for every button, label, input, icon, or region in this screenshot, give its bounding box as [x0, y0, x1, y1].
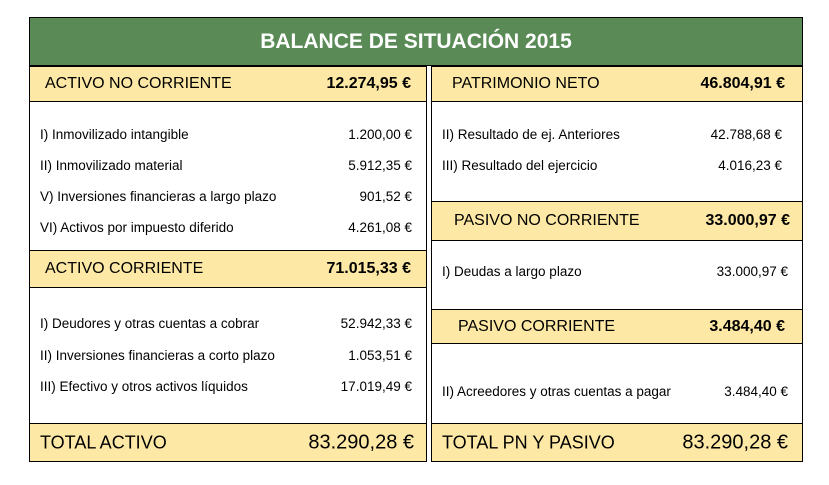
page-title: BALANCE DE SITUACIÓN 2015 — [29, 17, 803, 66]
row-label: III) Resultado del ejercicio — [442, 158, 598, 173]
section-total: 33.000,97 € — [705, 212, 790, 229]
total-activo-row — [30, 423, 426, 461]
total-label: TOTAL PN Y PASIVO — [442, 432, 615, 452]
row-label: III) Efectivo y otros activos líquidos — [40, 379, 248, 394]
pasivo-corriente-header — [432, 309, 802, 344]
row-label: II) Inversiones financieras a corto plazo — [40, 348, 275, 363]
row-label: II) Acreedores y otras cuentas a pagar — [442, 384, 671, 399]
row-value: 1.200,00 € — [348, 127, 412, 142]
row-value: 5.912,35 € — [348, 158, 412, 173]
table-row — [432, 264, 802, 282]
pasivo-no-corriente-header — [432, 201, 802, 241]
section-total: 3.484,40 € — [709, 317, 785, 335]
table-row — [30, 189, 426, 207]
section-total: 12.274,95 € — [326, 75, 411, 92]
row-label: II) Inmovilizado material — [40, 158, 183, 173]
table-row — [432, 127, 802, 145]
row-label: VI) Activos por impuesto diferido — [40, 220, 234, 235]
section-total: 46.804,91 € — [700, 75, 785, 92]
row-value: 33.000,97 € — [716, 264, 788, 279]
row-label: I) Deudas a largo plazo — [442, 264, 582, 279]
row-label: I) Inmovilizado intangible — [40, 127, 189, 142]
total-pn-pasivo-row — [432, 423, 802, 461]
activo-column — [29, 66, 427, 462]
row-label: I) Deudores y otras cuentas a cobrar — [40, 316, 260, 331]
total-label: TOTAL ACTIVO — [40, 432, 167, 452]
table-row — [30, 316, 426, 334]
total-value: 83.290,28 € — [682, 431, 788, 453]
pasivo-column — [431, 66, 803, 462]
row-value: 4.261,08 € — [348, 220, 412, 235]
table-row — [432, 384, 802, 402]
section-label: ACTIVO NO CORRIENTE — [45, 75, 232, 92]
table-row — [30, 158, 426, 176]
row-value: 42.788,68 € — [710, 127, 782, 142]
table-row — [30, 348, 426, 366]
row-value: 4.016,23 € — [718, 158, 782, 173]
table-row — [432, 158, 802, 176]
section-label: ACTIVO CORRIENTE — [45, 260, 204, 277]
table-row — [30, 220, 426, 238]
row-label: V) Inversiones financieras a largo plazo — [40, 189, 277, 204]
section-label: PASIVO CORRIENTE — [458, 317, 616, 335]
row-value: 901,52 € — [359, 189, 412, 204]
activo-corriente-header — [30, 250, 426, 288]
section-label: PASIVO NO CORRIENTE — [454, 212, 640, 229]
row-value: 3.484,40 € — [724, 384, 788, 399]
row-value: 17.019,49 € — [340, 379, 412, 394]
row-label: II) Resultado de ej. Anteriores — [442, 127, 620, 142]
section-label: PATRIMONIO NETO — [452, 75, 600, 92]
table-row — [30, 127, 426, 145]
total-value: 83.290,28 € — [308, 431, 414, 453]
row-value: 52.942,33 € — [340, 316, 412, 331]
activo-no-corriente-header — [30, 67, 426, 102]
section-total: 71.015,33 € — [326, 260, 411, 277]
table-row — [30, 379, 426, 397]
patrimonio-neto-header — [432, 67, 802, 102]
row-value: 1.053,51 € — [348, 348, 412, 363]
